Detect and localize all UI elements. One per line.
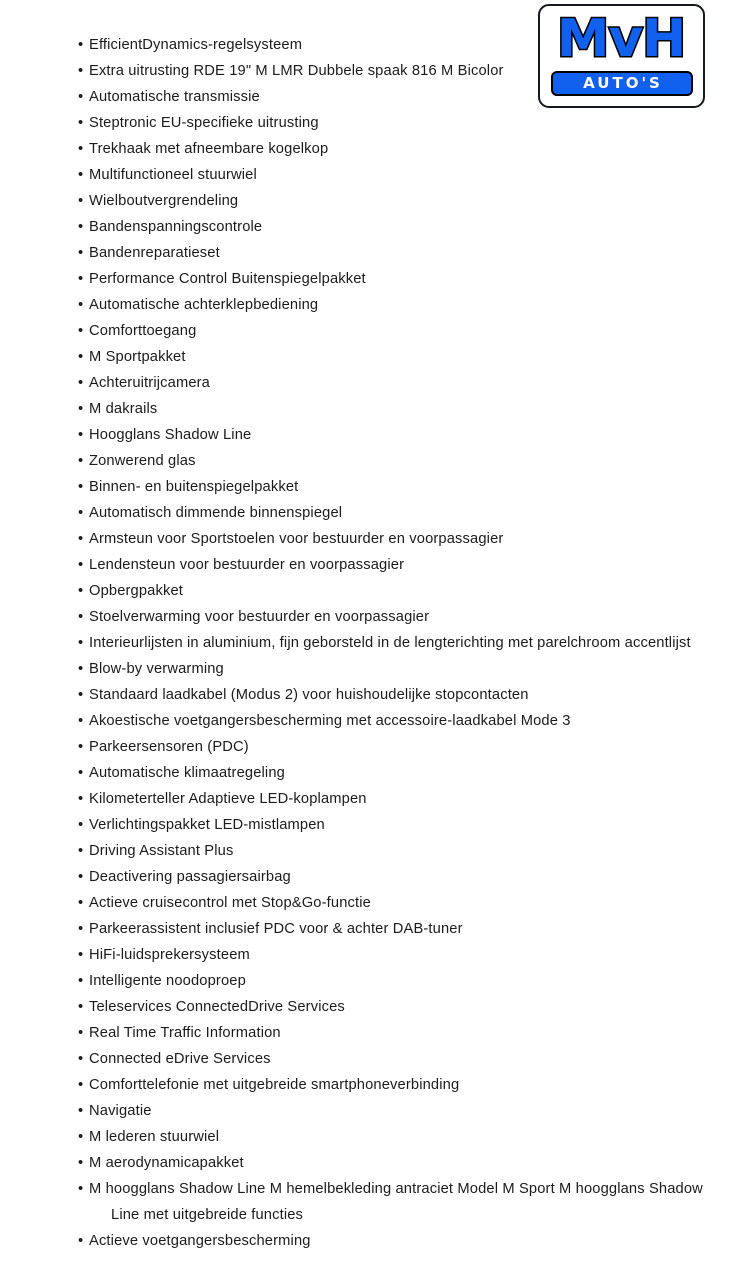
feature-list-item-label: Parkeersensoren (PDC) <box>89 739 249 755</box>
feature-list-item <box>78 578 703 604</box>
feature-list-item <box>78 500 703 526</box>
vehicle-feature-list <box>78 32 703 1254</box>
feature-list-item-label: Driving Assistant Plus <box>89 843 234 859</box>
bullet-icon: • <box>78 349 84 365</box>
bullet-icon: • <box>78 401 84 417</box>
feature-list-item <box>78 1228 703 1254</box>
bullet-icon: • <box>78 661 84 677</box>
feature-list-item-label: Parkeerassistent inclusief PDC voor & achter DAB-tuner <box>89 921 463 937</box>
bullet-icon: • <box>78 687 84 703</box>
bullet-icon: • <box>78 531 84 547</box>
feature-list-item <box>78 890 703 916</box>
bullet-icon: • <box>78 453 84 469</box>
feature-list-item-label: Opbergpakket <box>89 583 184 599</box>
bullet-icon: • <box>78 1233 84 1249</box>
feature-list-item-label: M aerodynamicapakket <box>89 1155 244 1171</box>
feature-list-item-label: Connected eDrive Services <box>89 1051 271 1067</box>
feature-list-item <box>78 604 703 630</box>
feature-list-item <box>78 474 703 500</box>
feature-list-item-label: Teleservices ConnectedDrive Services <box>89 999 345 1015</box>
feature-list-item <box>78 1046 703 1072</box>
feature-list-item <box>78 188 703 214</box>
feature-list-item-label: Interieurlijsten in aluminium, fijn geborsteld in de lengterichting met parelchroom accentlijst <box>89 635 691 651</box>
feature-list-item <box>78 526 703 552</box>
feature-list-item <box>78 1176 703 1228</box>
bullet-icon: • <box>78 219 84 235</box>
logo-inner <box>540 6 703 106</box>
bullet-icon: • <box>78 947 84 963</box>
bullet-icon: • <box>78 1077 84 1093</box>
feature-list-item-label: Actieve voetgangersbescherming <box>89 1233 311 1249</box>
feature-list-item <box>78 162 703 188</box>
bullet-icon: • <box>78 999 84 1015</box>
feature-list-item <box>78 864 703 890</box>
feature-list-item-label: Comforttelefonie met uitgebreide smartphoneverbinding <box>89 1077 460 1093</box>
bullet-icon: • <box>78 791 84 807</box>
feature-list-item <box>78 136 703 162</box>
feature-list-item-label: Achteruitrijcamera <box>89 375 210 391</box>
feature-list-item <box>78 1072 703 1098</box>
feature-list-item <box>78 370 703 396</box>
logo-wordmark: MvH <box>557 9 686 69</box>
bullet-icon: • <box>78 973 84 989</box>
feature-list-item-label: Navigatie <box>89 1103 152 1119</box>
feature-list-item-label: Comforttoegang <box>89 323 197 339</box>
feature-list-item-label: Akoestische voetgangersbescherming met accessoire-laadkabel Mode 3 <box>89 713 571 729</box>
feature-list-item-label: Bandenspanningscontrole <box>89 219 263 235</box>
feature-list-item <box>78 292 703 318</box>
bullet-icon: • <box>78 37 84 53</box>
bullet-icon: • <box>78 1025 84 1041</box>
feature-list-item-label: Stoelverwarming voor bestuurder en voorpassagier <box>89 609 430 625</box>
bullet-icon: • <box>78 323 84 339</box>
feature-list-item-label: Real Time Traffic Information <box>89 1025 281 1041</box>
bullet-icon: • <box>78 583 84 599</box>
feature-list-item <box>78 968 703 994</box>
feature-list-item <box>78 812 703 838</box>
bullet-icon: • <box>78 427 84 443</box>
bullet-icon: • <box>78 817 84 833</box>
feature-list-item <box>78 708 703 734</box>
feature-list-item-label: Performance Control Buitenspiegelpakket <box>89 271 366 287</box>
feature-list-item <box>78 552 703 578</box>
feature-list-item <box>78 1020 703 1046</box>
feature-list-item <box>78 1124 703 1150</box>
bullet-icon: • <box>78 1155 84 1171</box>
bullet-icon: • <box>78 505 84 521</box>
bullet-icon: • <box>78 63 84 79</box>
feature-list-item-label: Hoogglans Shadow Line <box>89 427 252 443</box>
feature-list-item <box>78 916 703 942</box>
feature-list-item <box>78 240 703 266</box>
bullet-icon: • <box>78 635 84 651</box>
feature-list-item-label: Actieve cruisecontrol met Stop&Go-functie <box>89 895 371 911</box>
bullet-icon: • <box>78 271 84 287</box>
feature-list-item <box>78 110 703 136</box>
feature-list-item <box>78 448 703 474</box>
bullet-icon: • <box>78 557 84 573</box>
feature-list-item <box>78 786 703 812</box>
feature-list-item-label: Steptronic EU-specifieke uitrusting <box>89 115 319 131</box>
feature-list-item-label: Automatische achterklepbediening <box>89 297 319 313</box>
bullet-icon: • <box>78 245 84 261</box>
feature-list-item <box>78 396 703 422</box>
feature-list-item <box>78 682 703 708</box>
feature-list-item-label: Automatische transmissie <box>89 89 260 105</box>
feature-list-item <box>78 760 703 786</box>
feature-list-item-label: Wielboutvergrendeling <box>89 193 239 209</box>
feature-list-item <box>78 734 703 760</box>
bullet-icon: • <box>78 1129 84 1145</box>
feature-list-item-label: Standaard laadkabel (Modus 2) voor huishoudelijke stopcontacten <box>89 687 529 703</box>
bullet-icon: • <box>78 713 84 729</box>
feature-list-item-label: Automatisch dimmende binnenspiegel <box>89 505 343 521</box>
feature-list-item <box>78 1150 703 1176</box>
feature-list-item-label: Lendensteun voor bestuurder en voorpassagier <box>89 557 405 573</box>
feature-list-item <box>78 422 703 448</box>
feature-list-item-label: M lederen stuurwiel <box>89 1129 220 1145</box>
bullet-icon: • <box>78 1103 84 1119</box>
feature-list-item-label: M dakrails <box>89 401 158 417</box>
feature-list-item-label: Automatische klimaatregeling <box>89 765 285 781</box>
feature-list-item-label: Verlichtingspakket LED-mistlampen <box>89 817 325 833</box>
feature-list-item-label: M Sportpakket <box>89 349 186 365</box>
feature-list-item-label: Intelligente noodoproep <box>89 973 246 989</box>
feature-list-item-label: Trekhaak met afneembare kogelkop <box>89 141 329 157</box>
bullet-icon: • <box>78 141 84 157</box>
bullet-icon: • <box>78 89 84 105</box>
bullet-icon: • <box>78 297 84 313</box>
feature-list-item-label: Kilometerteller Adaptieve LED-koplampen <box>89 791 367 807</box>
bullet-icon: • <box>78 921 84 937</box>
feature-list-item <box>78 838 703 864</box>
feature-list-item <box>78 214 703 240</box>
bullet-icon: • <box>78 1051 84 1067</box>
feature-list-item-label: Multifunctioneel stuurwiel <box>89 167 257 183</box>
feature-list-item-label: Zonwerend glas <box>89 453 196 469</box>
feature-list-item <box>78 266 703 292</box>
bullet-icon: • <box>78 739 84 755</box>
feature-list-item <box>78 344 703 370</box>
feature-list-item-label: HiFi-luidsprekersysteem <box>89 947 250 963</box>
mvh-autos-logo <box>538 4 705 108</box>
bullet-icon: • <box>78 1181 84 1197</box>
feature-list-item-label: Blow-by verwarming <box>89 661 224 677</box>
feature-list-item <box>78 994 703 1020</box>
logo-subtitle-bar <box>551 71 693 96</box>
feature-list-item <box>78 630 703 656</box>
bullet-icon: • <box>78 869 84 885</box>
feature-list-item <box>78 942 703 968</box>
bullet-icon: • <box>78 375 84 391</box>
feature-list-item-label: EfficientDynamics-regelsysteem <box>89 37 303 53</box>
feature-list-item <box>78 318 703 344</box>
feature-list-item-label: Binnen- en buitenspiegelpakket <box>89 479 299 495</box>
logo-subtitle: AUTO'S <box>583 74 663 92</box>
feature-list-item-label: Bandenreparatieset <box>89 245 220 261</box>
feature-list-item <box>78 1098 703 1124</box>
feature-list-item <box>78 656 703 682</box>
bullet-icon: • <box>78 479 84 495</box>
bullet-icon: • <box>78 843 84 859</box>
bullet-icon: • <box>78 193 84 209</box>
bullet-icon: • <box>78 167 84 183</box>
feature-list-item-label: Deactivering passagiersairbag <box>89 869 291 885</box>
bullet-icon: • <box>78 115 84 131</box>
feature-list-item-label: M hoogglans Shadow Line M hemelbekleding antraciet Model M Sport M hoogglans Shadow Line met uitgebreide functies <box>89 1181 703 1223</box>
bullet-icon: • <box>78 609 84 625</box>
feature-list-item-label: Extra uitrusting RDE 19" M LMR Dubbele spaak 816 M Bicolor <box>89 63 504 79</box>
feature-list-item-label: Armsteun voor Sportstoelen voor bestuurder en voorpassagier <box>89 531 504 547</box>
bullet-icon: • <box>78 765 84 781</box>
bullet-icon: • <box>78 895 84 911</box>
